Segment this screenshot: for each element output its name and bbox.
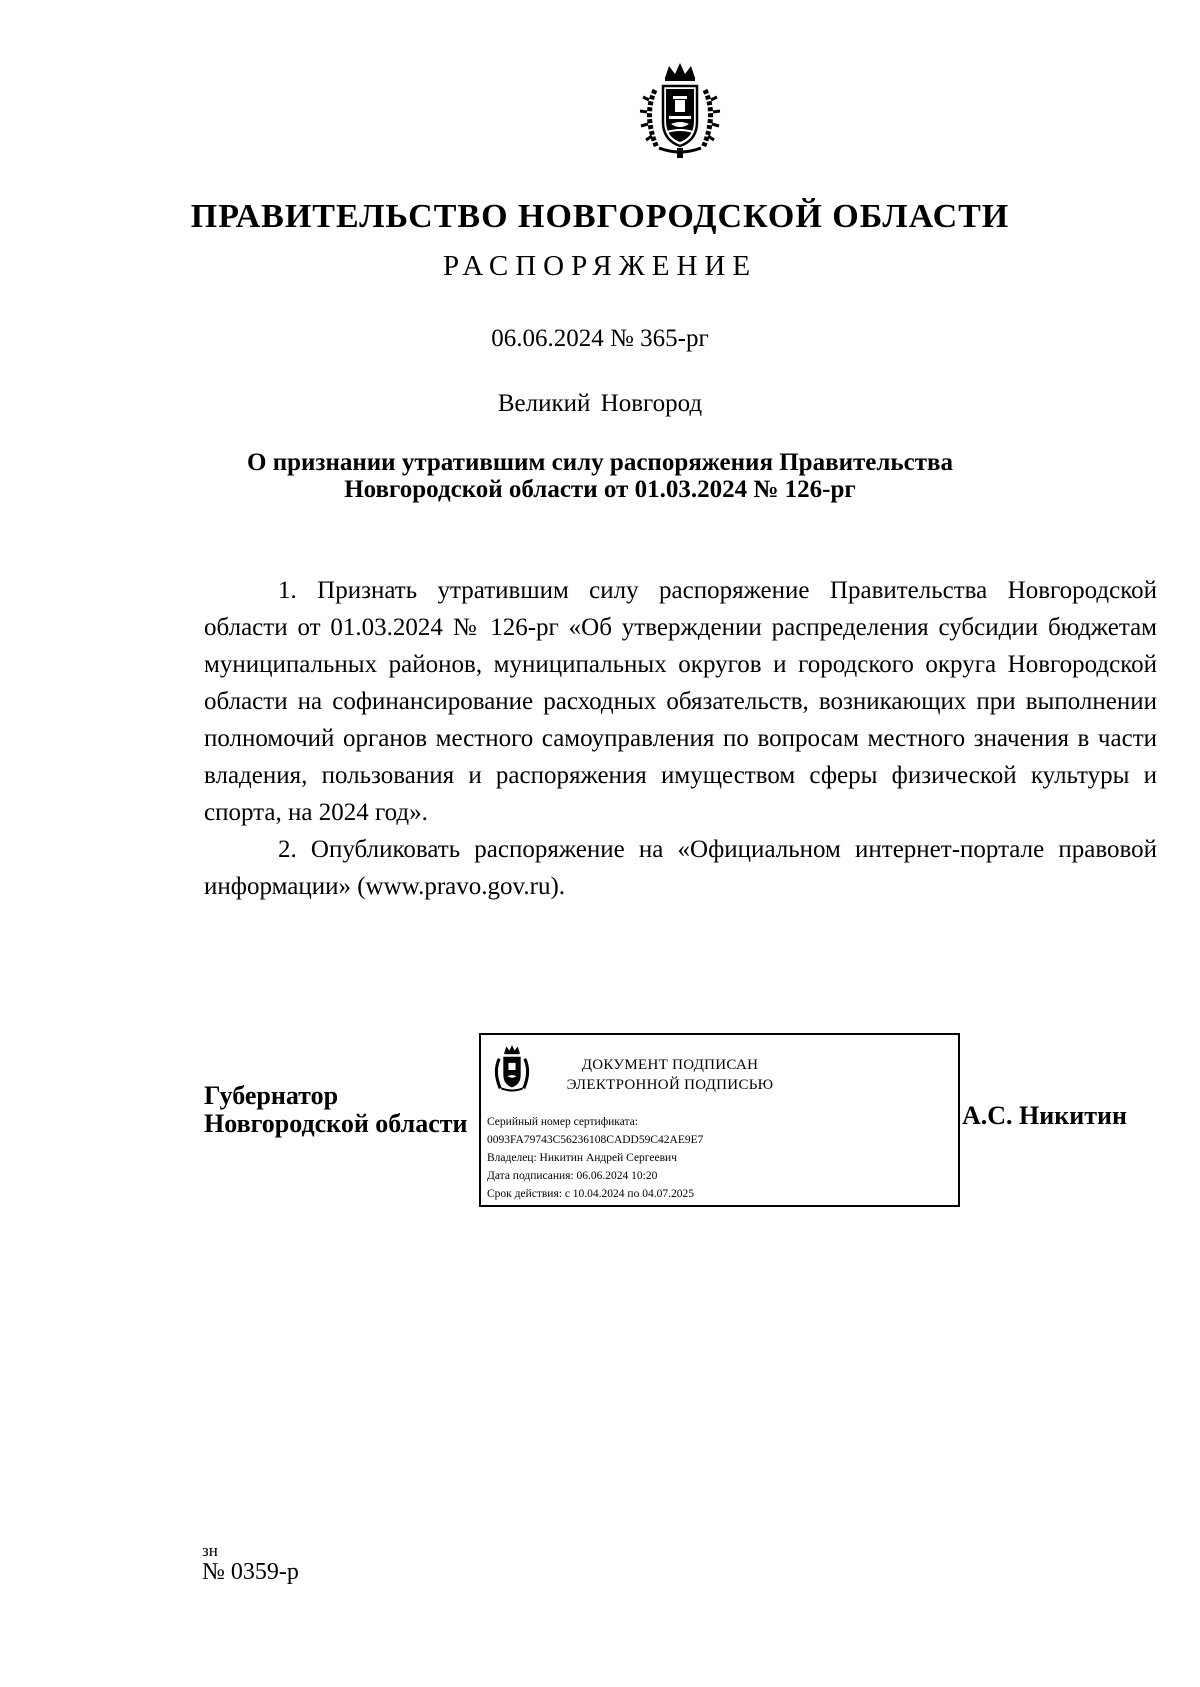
document-date-number: 06.06.2024 № 365-рг	[491, 325, 709, 352]
stamp-owner: Владелец: Никитин Андрей Сергеевич	[487, 1152, 677, 1164]
footer-number: № 0359-р	[202, 1559, 299, 1585]
stamp-heading-line: ДОКУМЕНТ ПОДПИСАН	[581, 1057, 759, 1073]
electronic-signature-stamp	[479, 1033, 960, 1207]
document-city: Великий Новгород	[497, 390, 703, 417]
document-type: РАСПОРЯЖЕНИЕ	[442, 250, 758, 282]
signer-position-line: Губернатор	[204, 1081, 339, 1110]
document-footer	[202, 1542, 299, 1584]
stamp-validity: Срок действия: с 10.04.2024 по 04.07.2025	[487, 1188, 694, 1200]
body-paragraph: 2. Опубликовать распоряжение на «Официальном интернет-портале правовой информации» (www.pravo.gov.ru).	[204, 836, 1157, 900]
stamp-heading	[545, 1055, 795, 1095]
document-title	[0, 449, 1200, 503]
stamp-serial-label: Серийный номер сертификата:	[487, 1116, 638, 1128]
coat-of-arms-icon	[635, 60, 725, 160]
organization-name: ПРАВИТЕЛЬСТВО НОВГОРОДСКОЙ ОБЛАСТИ	[190, 198, 1010, 235]
document-body	[204, 572, 1157, 905]
stamp-heading-line: ЭЛЕКТРОННОЙ ПОДПИСЬЮ	[566, 1077, 774, 1093]
stamp-fields	[487, 1113, 703, 1203]
stamp-signed-at: Дата подписания: 06.06.2024 10:20	[487, 1170, 658, 1182]
signer-name: А.С. Никитин	[962, 1101, 1127, 1130]
document-title-line: Новгородской области от 01.03.2024 № 126-рг	[344, 476, 856, 503]
stamp-coat-of-arms-icon	[489, 1041, 535, 1097]
signer-position-line: Новгородской области	[204, 1109, 468, 1138]
footer-initials: зн	[202, 1541, 218, 1560]
stamp-serial-value: 0093FA79743C56236108CADD59C42AE9E7	[487, 1134, 704, 1146]
document-title-line: О признании утратившим силу распоряжения Правительства	[247, 449, 953, 476]
body-paragraph: 1. Признать утратившим силу распоряжение Правительства Новгородской области от 01.03.2024 № 126-рг «Об утверждении распределения субсидии бюджетам муниципальных районов, муниципальных округов и городского округа Новгородской области на софинансирование расходных обязательств, возникающих при выполнении полномочий органов местного самоуправления по вопросам местного значения в части владения, пользования и распоряжения имуществом сферы физической культуры и спорта, на 2024 год».	[204, 577, 1157, 826]
signer-position	[204, 1082, 468, 1138]
